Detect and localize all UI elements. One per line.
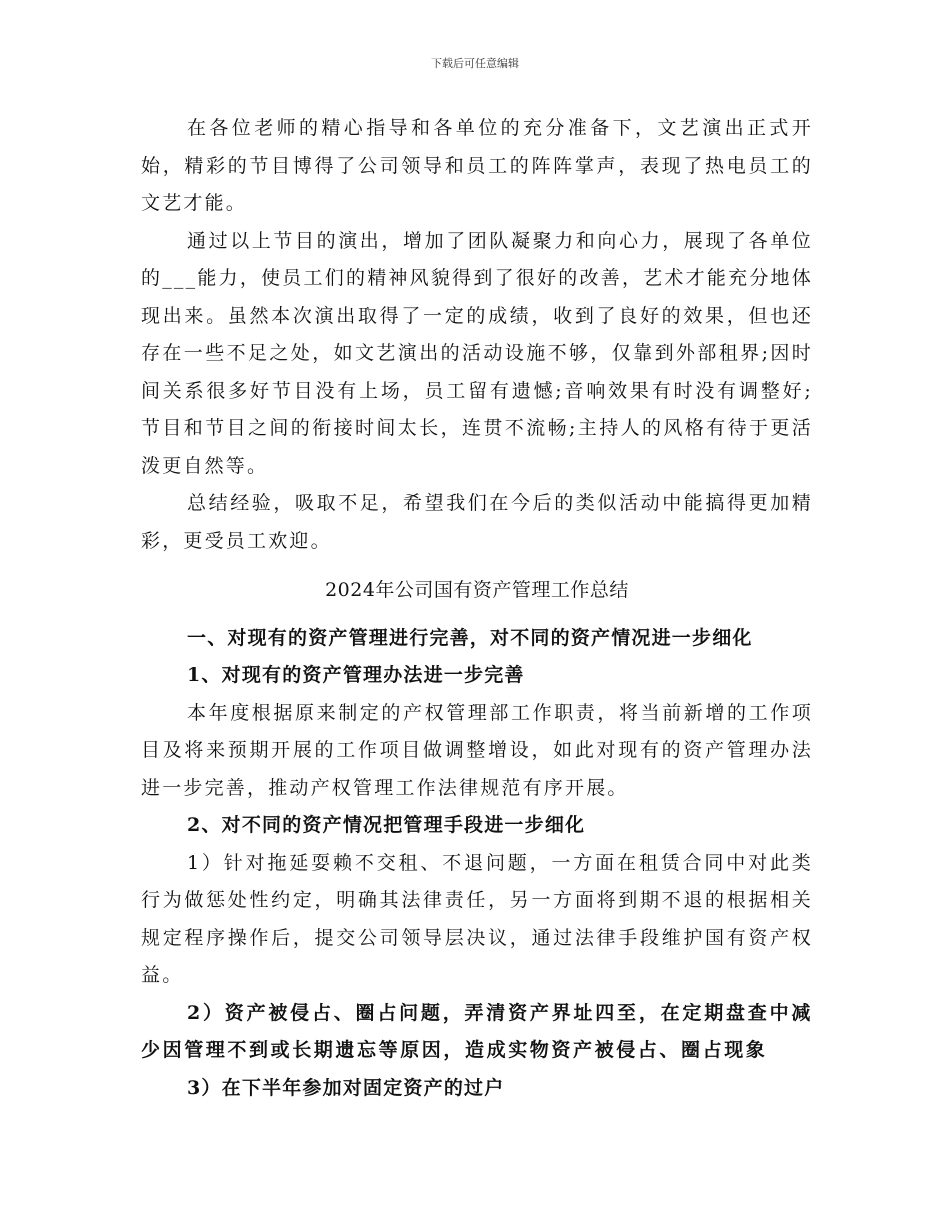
section-heading-1: 一、对现有的资产管理进行完善，对不同的资产情况进一步细化 [187, 626, 753, 649]
paragraph-summary-conclusion: 总结经验，吸取不足，希望我们在今后的类似活动中能搞得更加精彩，更受员工欢迎。 [141, 492, 813, 552]
document-title: 2024年公司国有资产管理工作总结 [325, 579, 629, 601]
document-body [141, 110, 813, 1107]
list-item-paragraph-1: 1）针对拖延耍赖不交租、不退问题，一方面在租赁合同中对此类行为做惩处性约定，明确其法律责任，另一方面将到期不退的根据相关规定程序操作后，提交公司领导层决议，通过法律手段维护国有资产权益。 [141, 851, 813, 986]
paragraph-performance-review: 通过以上节目的演出，增加了团队凝聚力和向心力，展现了各单位的___能力，使员工们的精神风貌得到了很好的改善，艺术才能充分地体现出来。虽然本次演出取得了一定的成绩，收到了良好的效果，但也还存在一些不足之处，如文艺演出的活动设施不够，仅靠到外部租界;因时间关系很多好节目没有上场，员工留有遗憾;音响效果有时没有调整好;节目和节目之间的衔接时间太长，连贯不流畅;主持人的风格有待于更活泼更自然等。 [141, 229, 813, 477]
subsection-heading-2: 2、对不同的资产情况把管理手段进一步细化 [187, 814, 586, 836]
page-header-note: 下载后可任意编辑 [431, 57, 519, 70]
subsection-heading-1: 1、对现有的资产管理办法进一步完善 [187, 664, 525, 686]
list-item-heading-3: 3）在下半年参加对固定资产的过户 [187, 1076, 505, 1099]
list-item-paragraph-2: 2）资产被侵占、圈占问题，弄清资产界址四至，在定期盘查中减少因管理不到或长期遗忘等原因，造成实物资产被侵占、圈占现象 [141, 1001, 813, 1061]
subsection-paragraph-1: 本年度根据原来制定的产权管理部工作职责，将当前新增的工作项目及将来预期开展的工作项目做调整增设，如此对现有的资产管理办法进一步完善，推动产权管理工作法律规范有序开展。 [141, 701, 813, 799]
paragraph-performance-start: 在各位老师的精心指导和各单位的充分准备下，文艺演出正式开始，精彩的节目博得了公司领导和员工的阵阵掌声，表现了热电员工的文艺才能。 [141, 117, 813, 214]
